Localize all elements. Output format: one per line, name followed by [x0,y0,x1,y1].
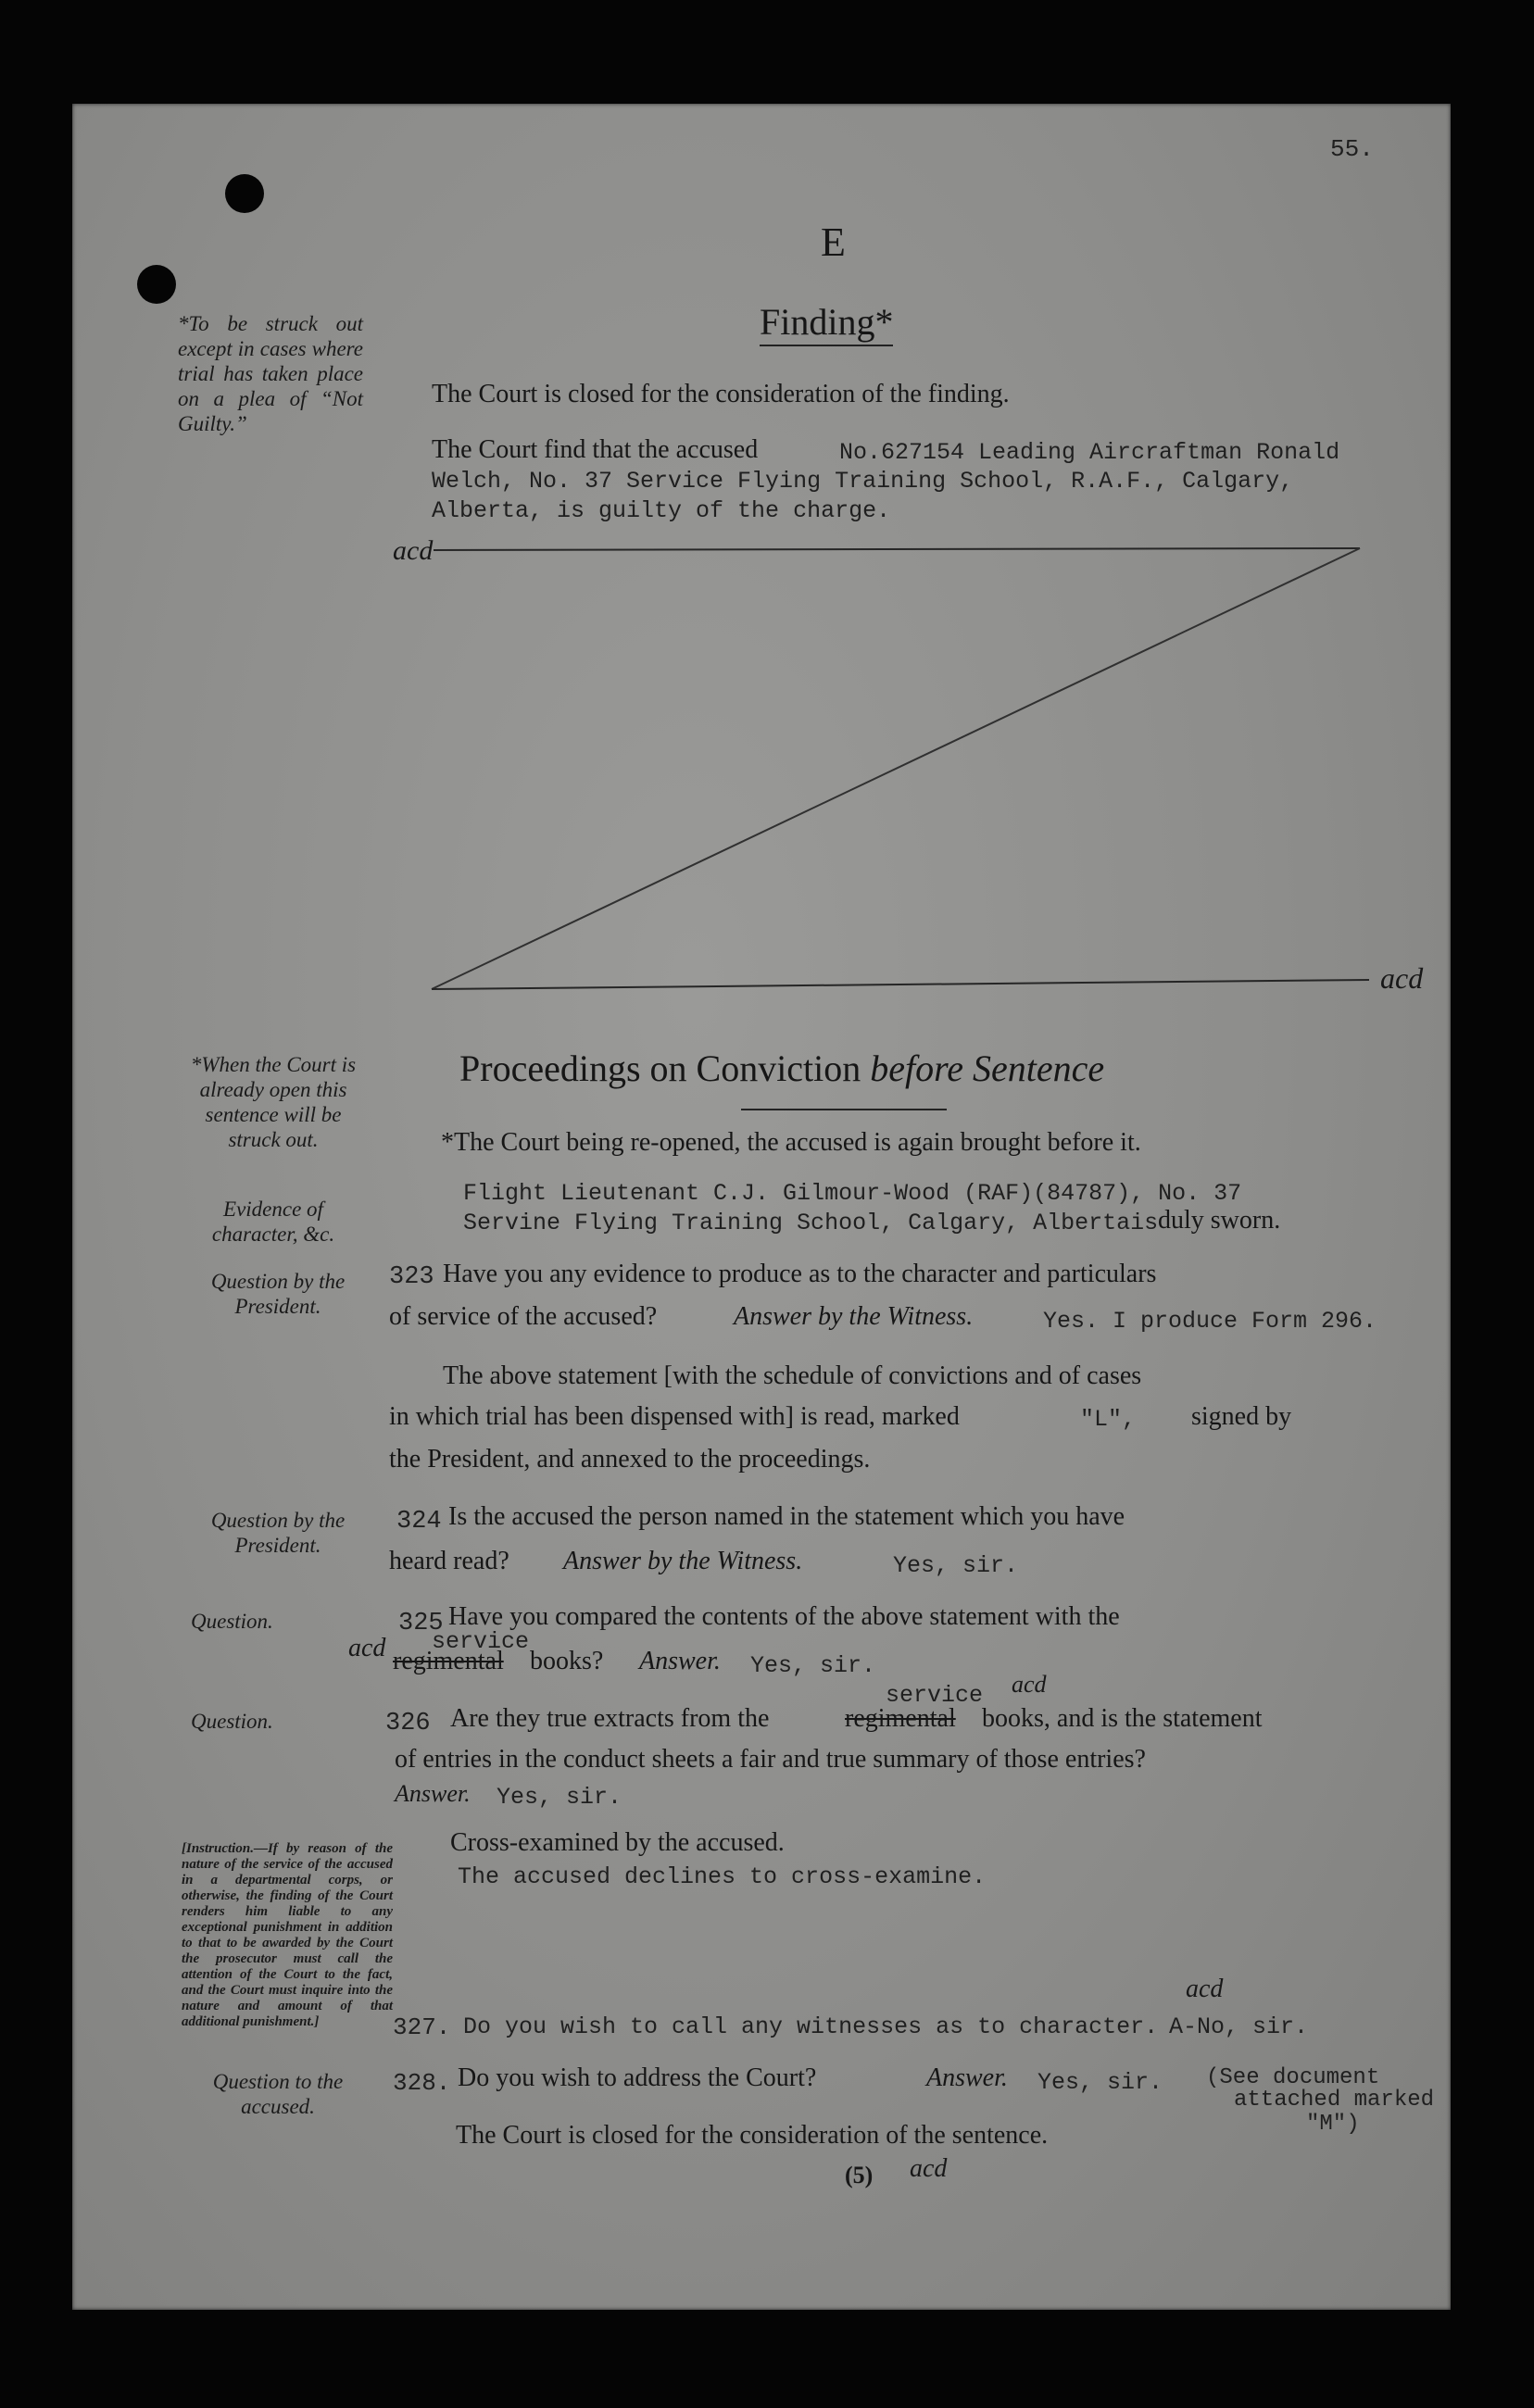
finding-margin-note: *To be struck out except in cases where trial has taken place on a plea of “Not Guilty.” [178,312,363,435]
finding-closed-text: The Court is closed for the consideration of the finding. [432,380,1010,408]
statement-marked: "L", [1080,1406,1137,1433]
statement-line-2b: signed by [1191,1402,1292,1431]
proceedings-margin-note-1: *When the Court is already open this sentence will be struck out. [190,1053,357,1151]
q325-text-2: books? [530,1647,604,1675]
q326-struck: regimental [845,1704,956,1733]
closing-text: The Court is closed for the consideration of the sentence. [456,2121,1049,2150]
q325-initials: acd [348,1634,386,1662]
witness-sworn: duly sworn. [1158,1206,1281,1235]
q324-answer-label: Answer by the Witness. [563,1547,803,1575]
proceedings-title [459,1047,1104,1090]
q323-answer: Yes. I produce Form 296. [1043,1308,1377,1335]
q328-note-1: (See document [1206,2065,1380,2090]
q328-text: Do you wish to address the Court? [458,2063,817,2092]
q323-margin: Question by the President. [210,1270,346,1318]
finding-title: Finding* [760,300,893,346]
q323-answer-label: Answer by the Witness. [734,1302,974,1331]
page-number: 55. [1330,135,1374,163]
q326-answer-label: Answer. [395,1780,471,1807]
proceedings-title-italic: before Sentence [870,1047,1105,1089]
appendix-letter: E [821,219,846,265]
finding-intro: The Court find that the accused [432,435,759,464]
q326-text-1b: books, and is the statement [982,1704,1263,1733]
q326-inserted: service [886,1682,984,1709]
proceedings-margin-note-2: Evidence of character, &c. [211,1198,335,1246]
q325-answer-label: Answer. [639,1647,721,1675]
finding-typed-3: Alberta, is guilty of the charge. [432,497,891,524]
q327-number: 327. [393,2013,451,2041]
q324-text-1: Is the accused the person named in the statement which you have [448,1502,1125,1531]
q325-margin: Question. [191,1610,273,1633]
statement-line-1: The above statement [with the schedule of convictions and of cases [443,1361,1142,1390]
q328-answer-label: Answer. [926,2063,1008,2092]
q326-text-2: of entries in the conduct sheets a fair and true summary of those entries? [395,1745,1146,1774]
q327-answer: A-No, sir. [1169,2013,1309,2040]
q325-number: 325 [398,1610,444,1637]
q328-note-2: attached marked [1234,2088,1435,2113]
q325-inserted: service [432,1628,530,1655]
q324-text-2: heard read? [389,1547,509,1575]
q323-number: 323 [389,1263,434,1291]
q323-text-2: of service of the accused? [389,1302,658,1331]
footer-number: (5) [845,2162,874,2189]
finding-typed-2: Welch, No. 37 Service Flying Training School, R.A.F., Calgary, [432,468,1294,495]
q326-number: 326 [385,1710,431,1737]
q326-margin: Question. [191,1710,273,1733]
q328-answer: Yes, sir. [1037,2069,1163,2096]
witness-line-2: Servine Flying Training School, Calgary, Albertais [463,1210,1159,1236]
q324-number: 324 [396,1508,442,1536]
q323-text-1: Have you any evidence to produce as to the character and particulars [443,1260,1157,1288]
q327-initials: acd [1186,1975,1224,2003]
finding-typed-1: No.627154 Leading Aircraftman Ronald [839,439,1340,466]
q327-text: Do you wish to call any witnesses as to character. [463,2013,1159,2040]
proceedings-title-regular: Proceedings on Conviction [459,1047,861,1089]
q324-answer: Yes, sir. [893,1552,1019,1579]
reopened-text: *The Court being re-opened, the accused is again brought before it. [441,1128,1141,1157]
q328-note-3: "M") [1306,2112,1360,2137]
q328-number: 328. [393,2069,451,2097]
finding-initials-left: acd [393,535,434,566]
statement-line-2a: in which trial has been dispensed with] is read, marked [389,1402,960,1431]
q325-text-1: Have you compared the contents of the above statement with the [448,1602,1120,1631]
q324-margin: Question by the President. [210,1509,346,1557]
q326-initials: acd [1012,1671,1047,1698]
statement-line-3: the President, and annexed to the proceedings. [389,1445,871,1474]
q328-margin: Question to the accused. [212,2070,344,2118]
q326-text-1a: Are they true extracts from the [450,1704,770,1733]
cross-typed: The accused declines to cross-examine. [458,1863,987,1890]
witness-line-1: Flight Lieutenant C.J. Gilmour-Wood (RAF)(84787), No. 37 [463,1180,1242,1207]
footer-initials: acd [910,2154,948,2183]
finding-initials-right: acd [1380,961,1424,995]
instruction-note: [Instruction.—If by reason of the nature of the service of the accused in a departmental corps, or otherwise, the finding of the Court renders him liable to any exceptional punishment in addition to that to be awarded by the Court the prosecutor must call the attention of the Court to the fact, and the Court must inquire into the nature and amount of that additional punishment.] [182,1841,393,2029]
q326-answer: Yes, sir. [497,1784,622,1811]
q325-struck: regimental [393,1647,504,1675]
cross-heading: Cross-examined by the accused. [450,1828,785,1857]
q325-answer: Yes, sir. [750,1652,876,1679]
